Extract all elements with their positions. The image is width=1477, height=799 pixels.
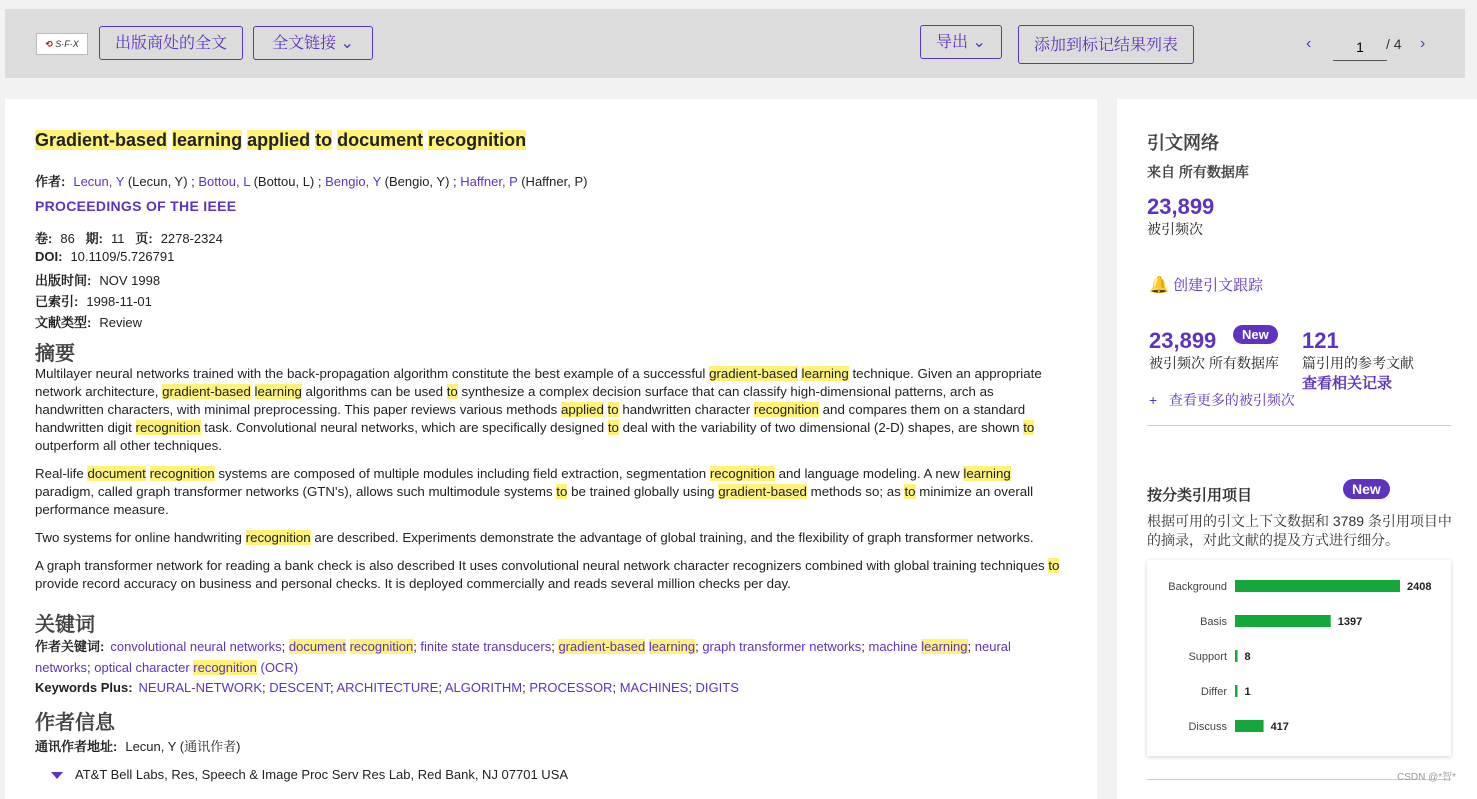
highlighted-term: document <box>337 130 424 150</box>
indexed-row <box>35 291 152 310</box>
separator: ; <box>281 639 289 654</box>
text-run: machine <box>868 639 922 654</box>
author-fullname: (Lecun, Y) ; <box>124 174 199 189</box>
add-to-marked-label: 添加到标记结果列表 <box>1034 37 1179 54</box>
bell-icon: 🔔 <box>1149 277 1169 294</box>
chart-category-label: Differ <box>1200 686 1227 698</box>
record-main-panel <box>5 99 1097 799</box>
author-keyword-link[interactable] <box>94 660 298 675</box>
separator: ; <box>612 680 620 695</box>
author-keyword-link[interactable] <box>110 639 281 654</box>
author-keyword-link[interactable] <box>420 639 551 654</box>
highlighted-term: gradient-based <box>709 366 798 381</box>
doctype-value: Review <box>99 315 142 330</box>
author-keywords-list <box>35 639 1011 675</box>
highlighted-term: learning <box>963 466 1011 481</box>
highlighted-term: recognition <box>349 639 414 654</box>
separator: ; <box>329 680 337 695</box>
pubdate-row <box>35 270 160 289</box>
issue-label: 期: <box>85 231 103 246</box>
author-keyword-link[interactable] <box>702 639 861 654</box>
top-toolbar <box>5 9 1465 78</box>
chart-value-label: 1 <box>1244 686 1251 698</box>
separator: ; <box>695 639 703 654</box>
highlighted-term: to <box>446 384 458 399</box>
highlighted-term: learning <box>648 639 696 654</box>
text-run: neural networks <box>35 639 1011 675</box>
chart-value-label: 8 <box>1244 651 1251 663</box>
create-alert-link[interactable] <box>1149 274 1263 295</box>
text-run: and compares them on a standard handwritten digit <box>35 402 1026 435</box>
volume-label: 卷: <box>35 231 53 246</box>
chart-bar[interactable] <box>1235 685 1238 697</box>
divider <box>1147 425 1451 426</box>
chart-bar[interactable] <box>1235 580 1400 592</box>
corresponding-author-label: 通讯作者地址: <box>35 739 118 754</box>
keywords-plus-link[interactable]: MACHINES <box>619 680 689 695</box>
pages-value: 2278-2324 <box>160 231 223 246</box>
keywords-plus-row <box>35 677 1065 698</box>
separator: ; <box>522 680 530 695</box>
chart-bar[interactable] <box>1235 615 1331 627</box>
times-cited-label: 被引频次 <box>1147 221 1203 237</box>
indexed-label: 已索引: <box>35 294 79 309</box>
abstract-heading: 摘要 <box>35 343 75 365</box>
volume-value: 86 <box>60 231 75 246</box>
text-run <box>604 402 608 417</box>
text-run: algorithms can be used <box>301 384 447 399</box>
highlighted-term: to <box>1048 558 1060 573</box>
new-badge: New <box>1233 325 1278 344</box>
caret-down-icon[interactable] <box>51 772 63 779</box>
highlighted-term: recognition <box>428 130 527 150</box>
authors-row <box>35 171 587 190</box>
citation-category-chart-svg <box>1147 560 1451 756</box>
citation-network-sidebar <box>1117 99 1477 799</box>
export-button[interactable] <box>920 25 1002 59</box>
highlighted-term: learning <box>172 130 243 150</box>
chart-category-label: Discuss <box>1188 721 1227 733</box>
highlighted-term: to <box>904 484 916 499</box>
text-run: (OCR) <box>256 660 299 675</box>
text-run: finite state transducers <box>420 639 552 654</box>
next-page-icon[interactable]: › <box>1420 35 1426 52</box>
sfx-logo[interactable]: ⟲ S·F·X <box>36 33 88 55</box>
references-count[interactable]: 121 <box>1302 328 1339 353</box>
pubdate-label: 出版时间: <box>35 273 92 288</box>
separator: ; <box>413 639 421 654</box>
highlighted-term: applied <box>247 130 311 150</box>
author-fullname: (Bengio, Y) ; <box>381 174 461 189</box>
separator: ; <box>438 680 445 695</box>
separator: ; <box>87 660 95 675</box>
text-run: systems are composed of multiple modules including field extraction, segmentation <box>214 466 710 481</box>
text-run: handwritten character <box>618 402 754 417</box>
doctype-label: 文献类型: <box>35 315 92 330</box>
citation-network-heading: 引文网络 <box>1147 133 1219 153</box>
doi-value: 10.1109/5.726791 <box>70 249 175 264</box>
corresponding-author-value: Lecun, Y (通讯作者) <box>125 739 241 754</box>
highlighted-term: document <box>87 466 146 481</box>
text-run: Multilayer neural networks trained with the back-propagation algorithm constitute the best example of a successful <box>35 366 710 381</box>
highlighted-term: to <box>315 130 333 150</box>
issue-value: 11 <box>111 231 125 246</box>
highlighted-term: recognition <box>709 466 775 481</box>
prev-page-icon[interactable]: ‹ <box>1306 35 1312 52</box>
separator: ; <box>861 639 869 654</box>
text-run: task. Convolutional neural networks, which are specifically designed <box>200 420 608 435</box>
doi-label: DOI: <box>35 249 63 264</box>
view-related-records-link[interactable]: 查看相关记录 <box>1302 375 1393 392</box>
author-fullname: (Haffner, P) <box>517 174 588 189</box>
keywords-plus-link[interactable]: DIGITS <box>695 680 739 695</box>
address-row[interactable] <box>51 767 568 782</box>
highlighted-term: recognition <box>135 420 201 435</box>
author-keywords-row <box>35 636 1065 678</box>
highlighted-term: applied <box>560 402 604 417</box>
volume-row <box>35 228 223 247</box>
highlighted-term: recognition <box>149 466 215 481</box>
keywords-plus-link[interactable]: DESCENT <box>269 680 330 695</box>
chevron-down-icon: ⌄ <box>972 34 986 51</box>
keywords-plus-link[interactable]: NEURAL-NETWORK <box>138 680 263 695</box>
separator: ; <box>551 639 559 654</box>
text-run: deal with the variability of two dimensional (2-D) shapes, are shown <box>618 420 1024 435</box>
cited-all-db-count[interactable]: 23,899 <box>1149 328 1217 353</box>
keywords-plus-link[interactable]: ALGORITHM <box>444 680 523 695</box>
indexed-value: 1998-11-01 <box>86 294 152 309</box>
highlighted-term: gradient-based <box>558 639 646 654</box>
abstract-paragraph <box>35 529 1065 547</box>
abstract-paragraph <box>35 465 1065 519</box>
highlighted-term: learning <box>921 639 968 654</box>
chart-category-label: Basis <box>1200 616 1227 628</box>
publisher-fulltext-label: 出版商处的全文 <box>115 35 228 52</box>
author-keywords-label: 作者关键词: <box>35 639 105 654</box>
chart-category-label: Support <box>1188 651 1227 663</box>
doi-row <box>35 249 174 264</box>
view-more-cited-label: 查看更多的被引频次 <box>1168 392 1295 408</box>
author-link[interactable]: Haffner, P <box>460 174 518 189</box>
keywords-plus-link[interactable]: ARCHITECTURE <box>336 680 439 695</box>
text-run: synthesize a complex decision surface that can classify high-dimensional patterns, arch as handwritten characters, with minimal preprocessing. This paper reviews various methods <box>35 384 994 417</box>
sfx-logo-text: S·F·X <box>55 39 79 49</box>
highlighted-term: document <box>288 639 346 654</box>
doctype-row <box>35 312 142 331</box>
author-info-heading: 作者信息 <box>35 712 115 734</box>
new-badge: New <box>1343 479 1390 499</box>
create-alert-label: 创建引文跟踪 <box>1173 277 1264 294</box>
chart-value-label: 417 <box>1270 721 1289 733</box>
record-title <box>35 130 526 151</box>
highlighted-term: recognition <box>753 402 819 417</box>
text-run: paradigm, called graph transformer networks (GTN's), allows such multimodule systems <box>35 484 557 499</box>
journal-name[interactable]: PROCEEDINGS OF THE IEEE <box>35 198 237 214</box>
authors-label: 作者: <box>35 174 66 189</box>
text-run: Two systems for online handwriting <box>35 530 246 545</box>
export-label: 导出 <box>936 34 969 51</box>
author-link[interactable]: Bengio, Y <box>325 174 382 189</box>
keywords-plus-label: Keywords Plus: <box>35 680 133 695</box>
text-run: graph transformer networks <box>702 639 862 654</box>
text-run: provide record accuracy on business and personal checks. It is deployed commercially and reads several million checks per day. <box>35 576 791 591</box>
chart-bar[interactable] <box>1235 650 1238 662</box>
text-run: and language modeling. A new <box>774 466 964 481</box>
citation-category-heading: 按分类引用项目 <box>1147 487 1253 504</box>
times-cited-count[interactable]: 23,899 <box>1147 194 1215 219</box>
page-total: / 4 <box>1386 36 1402 52</box>
highlighted-term: Gradient-based <box>35 130 168 150</box>
citation-category-chart <box>1147 560 1451 756</box>
text-run: outperform all other techniques. <box>35 438 223 453</box>
text-run: be trained globally using <box>567 484 719 499</box>
add-to-marked-list-button[interactable] <box>1018 25 1194 64</box>
author-keyword-link[interactable] <box>869 639 968 654</box>
highlighted-term: to <box>607 402 619 417</box>
cited-all-db-label: 被引频次 所有数据库 <box>1149 355 1279 371</box>
citation-category-description: 根据可用的引文上下文数据和 3789 条引用项目中的摘录，对此文献的提及方式进行细分。 <box>1147 513 1452 548</box>
text-run: optical character <box>94 660 194 675</box>
text-run: methods so; as <box>806 484 905 499</box>
highlighted-term: to <box>1023 420 1035 435</box>
highlighted-term: to <box>607 420 619 435</box>
source-label: 来自 所有数据库 <box>1147 164 1249 180</box>
abstract-paragraph <box>35 365 1065 455</box>
chart-value-label: 1397 <box>1337 616 1363 628</box>
highlighted-term: learning <box>254 384 302 399</box>
text-run: minimize an overall performance measure. <box>35 484 1034 517</box>
highlighted-term: recognition <box>245 530 311 545</box>
authors-list <box>73 174 587 189</box>
author-keyword-link[interactable] <box>558 639 695 654</box>
separator: ; <box>967 639 975 654</box>
page-number-input[interactable] <box>1333 34 1387 61</box>
author-link[interactable]: Bottou, L <box>198 174 250 189</box>
fulltext-links-label: 全文链接 <box>272 35 337 52</box>
chart-bar[interactable] <box>1235 720 1264 732</box>
highlighted-term: recognition <box>193 660 257 675</box>
separator: ; <box>262 680 270 695</box>
highlighted-term: to <box>556 484 568 499</box>
address-value: AT&T Bell Labs, Res, Speech & Image Proc Serv Res Lab, Red Bank, NJ 07701 USA <box>75 767 569 782</box>
view-more-cited-link[interactable] <box>1149 390 1295 410</box>
author-link[interactable]: Lecun, Y <box>73 174 125 189</box>
text-run: A graph transformer network for reading a bank check is also described It uses convolutional neural network character recognizers combined with global training techniques <box>35 558 1049 573</box>
highlighted-term: gradient-based <box>718 484 807 499</box>
corresponding-author-row <box>35 736 240 755</box>
chevron-down-icon: ⌄ <box>340 35 354 52</box>
separator: ; <box>688 680 696 695</box>
chart-value-label: 2408 <box>1407 581 1432 593</box>
author-fullname: (Bottou, L) ; <box>249 174 326 189</box>
references-label: 篇引用的参考文献 <box>1302 355 1414 371</box>
pages-label: 页: <box>135 231 153 246</box>
text-run: technique. Given an appropriate network architecture, <box>35 366 1042 399</box>
keywords-plus-list <box>139 680 739 695</box>
highlighted-term: gradient-based <box>162 384 251 399</box>
keywords-plus-link[interactable]: PROCESSOR <box>529 680 613 695</box>
plus-icon: + <box>1149 392 1158 408</box>
author-keyword-link[interactable] <box>289 639 413 654</box>
pubdate-value: NOV 1998 <box>99 273 161 288</box>
text-run: convolutional neural networks <box>110 639 282 654</box>
abstract-paragraph <box>35 557 1065 593</box>
text-run: Real-life <box>35 466 88 481</box>
chart-category-label: Background <box>1168 581 1227 593</box>
highlighted-term: learning <box>801 366 849 381</box>
text-run: are described. Experiments demonstrate the advantage of global training, and the flexibility of graph transformer networks. <box>310 530 1034 545</box>
fulltext-links-button[interactable] <box>253 26 373 60</box>
keywords-heading: 关键词 <box>35 614 95 636</box>
text-run <box>251 384 255 399</box>
publisher-fulltext-button[interactable] <box>99 26 243 60</box>
csdn-watermark: CSDN @*智* <box>1397 772 1457 783</box>
